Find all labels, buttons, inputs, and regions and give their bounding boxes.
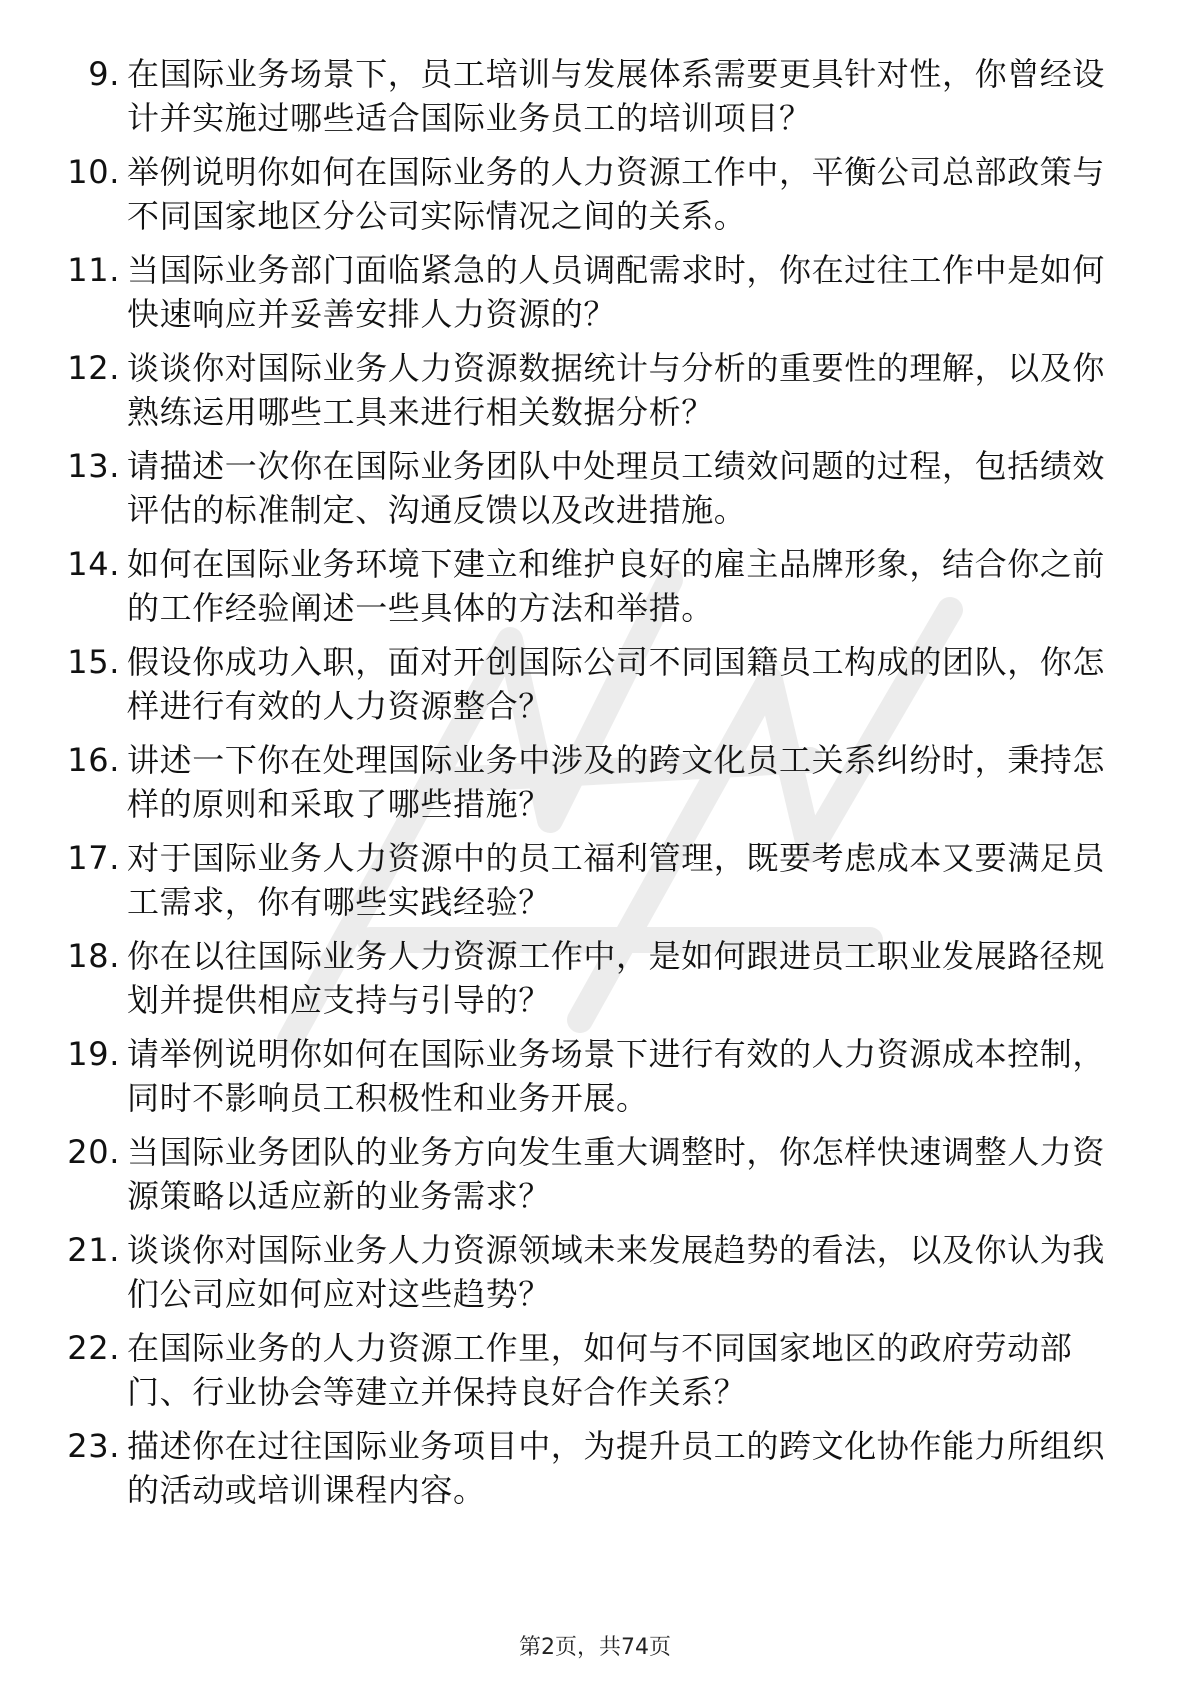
page-number-footer: 第2页，共74页 — [519, 1635, 671, 1660]
question-number: 14. — [67, 545, 120, 583]
question-text: 在国际业务的人力资源工作里，如何与不同国家地区的政府劳动部门、行业协会等建立并保持良好合作关系？ — [127, 1329, 1073, 1411]
question-number: 19. — [67, 1035, 120, 1073]
question-text: 举例说明你如何在国际业务的人力资源工作中，平衡公司总部政策与不同国家地区分公司实际情况之间的关系。 — [127, 153, 1106, 235]
question-number: 13. — [67, 447, 120, 485]
question-number: 18. — [67, 937, 120, 975]
question-text: 请描述一次你在国际业务团队中处理员工绩效问题的过程，包括绩效评估的标准制定、沟通反馈以及改进措施。 — [127, 447, 1106, 529]
question-number: 16. — [67, 741, 120, 779]
question-item — [60, 444, 1110, 542]
question-number: 12. — [67, 349, 120, 387]
question-text: 你在以往国际业务人力资源工作中，是如何跟进员工职业发展路径规划并提供相应支持与引导的？ — [127, 937, 1106, 1019]
question-text: 当国际业务团队的业务方向发生重大调整时，你怎样快速调整人力资源策略以适应新的业务需求？ — [127, 1133, 1106, 1215]
question-text: 如何在国际业务环境下建立和维护良好的雇主品牌形象，结合你之前的工作经验阐述一些具体的方法和举措。 — [127, 545, 1106, 627]
question-list — [60, 52, 1110, 1522]
question-item — [60, 640, 1110, 738]
question-number: 21. — [67, 1231, 120, 1269]
question-item — [60, 1424, 1110, 1522]
question-item — [60, 1228, 1110, 1326]
question-number: 9. — [88, 55, 120, 93]
question-item — [60, 934, 1110, 1032]
question-text: 当国际业务部门面临紧急的人员调配需求时，你在过往工作中是如何快速响应并妥善安排人力资源的？ — [127, 251, 1106, 333]
question-text: 描述你在过往国际业务项目中，为提升员工的跨文化协作能力所组织的活动或培训课程内容。 — [127, 1427, 1106, 1509]
question-text: 在国际业务场景下，员工培训与发展体系需要更具针对性，你曾经设计并实施过哪些适合国际业务员工的培训项目？ — [127, 55, 1106, 137]
question-text: 对于国际业务人力资源中的员工福利管理，既要考虑成本又要满足员工需求，你有哪些实践经验？ — [127, 839, 1106, 921]
question-number: 17. — [67, 839, 120, 877]
question-item — [60, 836, 1110, 934]
question-text: 假设你成功入职，面对开创国际公司不同国籍员工构成的团队，你怎样进行有效的人力资源整合？ — [127, 643, 1106, 725]
question-text: 讲述一下你在处理国际业务中涉及的跨文化员工关系纠纷时，秉持怎样的原则和采取了哪些措施？ — [127, 741, 1106, 823]
question-item — [60, 542, 1110, 640]
question-number: 10. — [67, 153, 120, 191]
question-item — [60, 52, 1110, 150]
question-text: 谈谈你对国际业务人力资源数据统计与分析的重要性的理解，以及你熟练运用哪些工具来进行相关数据分析？ — [127, 349, 1106, 431]
question-item — [60, 1032, 1110, 1130]
question-item — [60, 346, 1110, 444]
question-text: 谈谈你对国际业务人力资源领域未来发展趋势的看法，以及你认为我们公司应如何应对这些趋势？ — [127, 1231, 1106, 1313]
question-item — [60, 248, 1110, 346]
question-number: 23. — [67, 1427, 120, 1465]
question-item — [60, 1326, 1110, 1424]
question-item — [60, 1130, 1110, 1228]
question-number: 15. — [67, 643, 120, 681]
question-number: 20. — [67, 1133, 120, 1171]
question-number: 22. — [67, 1329, 120, 1367]
question-item — [60, 150, 1110, 248]
question-text: 请举例说明你如何在国际业务场景下进行有效的人力资源成本控制，同时不影响员工积极性和业务开展。 — [127, 1035, 1106, 1117]
question-number: 11. — [67, 251, 120, 289]
question-item — [60, 738, 1110, 836]
